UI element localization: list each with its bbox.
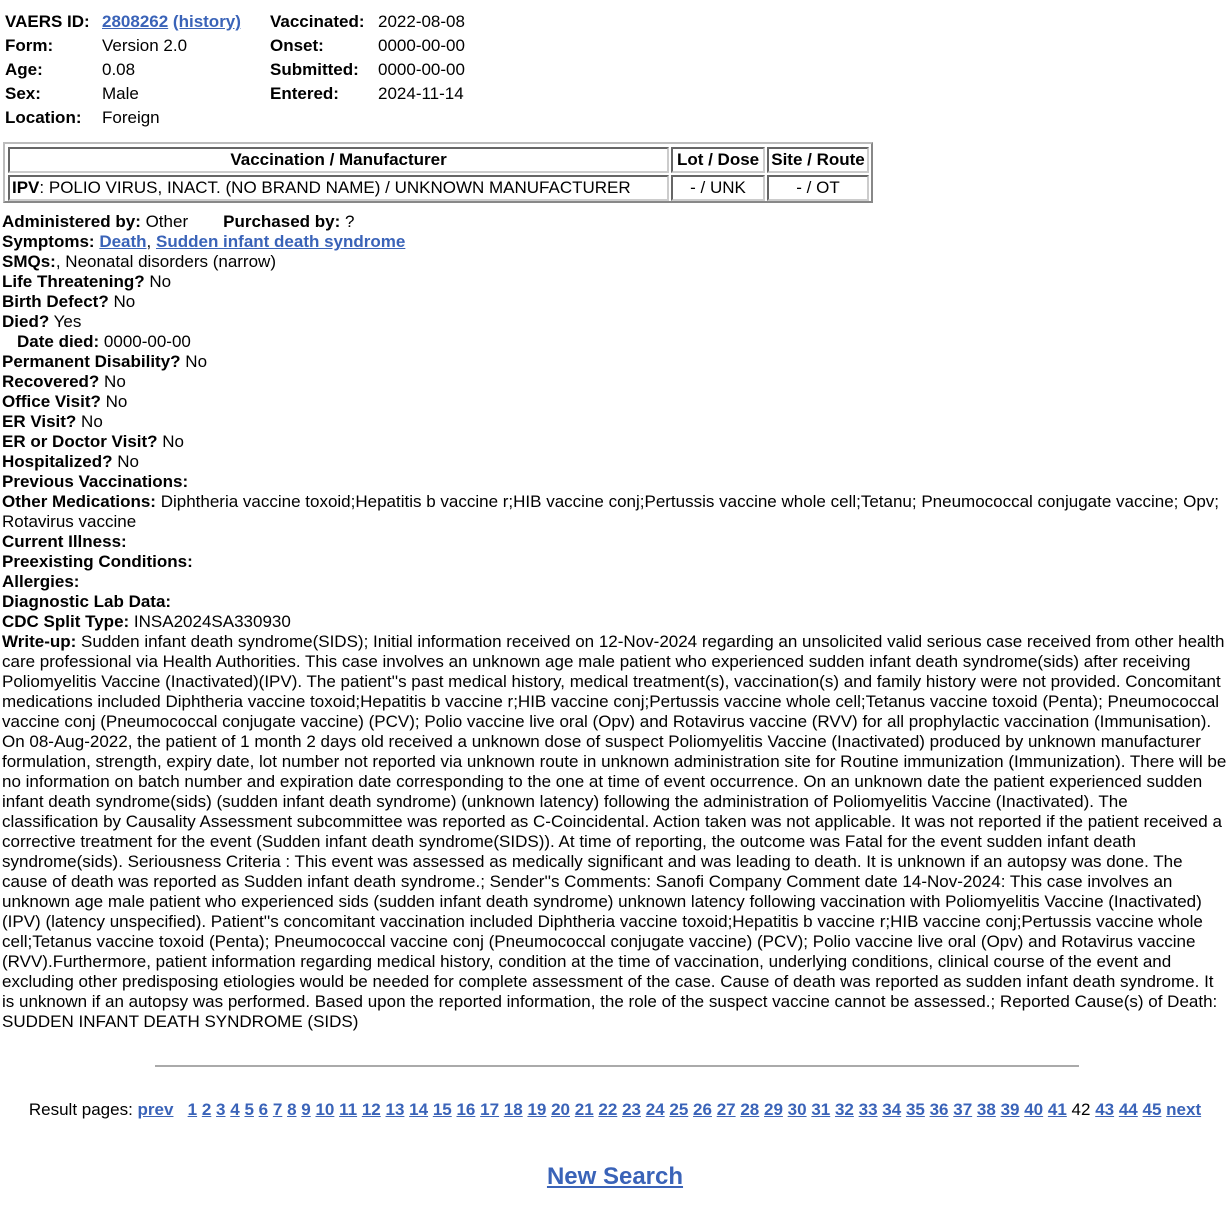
result-pager xyxy=(0,1100,1230,1120)
site-route-cell: - / OT xyxy=(767,175,869,201)
divider xyxy=(155,1065,1079,1067)
administered-value: Other xyxy=(140,212,189,231)
life-threatening-value: No xyxy=(144,272,172,291)
date-died-row xyxy=(2,332,1228,352)
form-label: Form: xyxy=(5,36,54,55)
pager-page-link[interactable]: 33 xyxy=(858,1100,878,1119)
pager-page-link[interactable]: 18 xyxy=(503,1100,523,1119)
er-visit-label: ER Visit? xyxy=(2,412,77,431)
recovered-row xyxy=(2,372,1228,392)
er-doctor-row xyxy=(2,432,1228,452)
administered-label: Administered by: xyxy=(2,212,141,231)
record-header xyxy=(5,10,465,130)
pager-page-link[interactable]: 43 xyxy=(1095,1100,1115,1119)
pager-page-link[interactable]: 11 xyxy=(339,1100,358,1119)
pager-page-link[interactable]: 37 xyxy=(953,1100,973,1119)
vaccine-code: IPV xyxy=(12,178,40,197)
pager-pages-after xyxy=(1095,1100,1166,1119)
writeup-label: Write-up: xyxy=(2,632,77,651)
hospitalized-value: No xyxy=(112,452,139,471)
pager-page-link[interactable]: 19 xyxy=(527,1100,547,1119)
smqs-value: , Neonatal disorders (narrow) xyxy=(55,252,276,271)
pager-page-link[interactable]: 7 xyxy=(272,1100,283,1119)
history-link[interactable]: (history) xyxy=(172,12,241,31)
previous-vaccinations-row xyxy=(2,472,1228,492)
symptom-sids-link[interactable]: Sudden infant death syndrome xyxy=(156,232,406,251)
pager-page-link[interactable]: 22 xyxy=(598,1100,618,1119)
symptom-death-link[interactable]: Death xyxy=(99,232,147,251)
allergies-row xyxy=(2,572,1228,592)
pager-page-link[interactable]: 3 xyxy=(216,1100,226,1119)
birth-defect-row xyxy=(2,292,1228,312)
pager-page-link[interactable]: 23 xyxy=(622,1100,641,1119)
pager-page-link[interactable]: 39 xyxy=(1000,1100,1020,1119)
symptoms-label: Symptoms: xyxy=(2,232,95,251)
table-row xyxy=(8,175,869,201)
pager-page-link[interactable]: 34 xyxy=(882,1100,902,1119)
pager-page-link[interactable]: 41 xyxy=(1047,1100,1067,1119)
cdc-split-label: CDC Split Type: xyxy=(2,612,130,631)
recovered-label: Recovered? xyxy=(2,372,100,391)
cdc-split-row xyxy=(2,612,1228,632)
sex-value: Male xyxy=(102,84,139,103)
allergies-label: Allergies: xyxy=(2,572,80,591)
office-visit-row xyxy=(2,392,1228,412)
pager-page-link[interactable]: 20 xyxy=(551,1100,571,1119)
pager-page-link[interactable]: 14 xyxy=(409,1100,429,1119)
pager-page-link[interactable]: 27 xyxy=(716,1100,736,1119)
administered-row xyxy=(2,212,1228,232)
died-label: Died? xyxy=(2,312,50,331)
date-died-value: 0000-00-00 xyxy=(99,332,191,351)
office-visit-value: No xyxy=(100,392,128,411)
new-search-area xyxy=(0,1163,1230,1191)
pager-page-link[interactable]: 29 xyxy=(764,1100,783,1119)
lab-data-label: Diagnostic Lab Data: xyxy=(2,592,172,611)
pager-page-link[interactable]: 17 xyxy=(480,1100,500,1119)
pager-page-link[interactable]: 6 xyxy=(258,1100,269,1119)
location-label: Location: xyxy=(5,108,82,127)
symptoms-row xyxy=(2,232,1228,252)
life-threatening-row xyxy=(2,272,1228,292)
died-row xyxy=(2,312,1228,332)
onset-label: Onset: xyxy=(270,36,324,55)
pager-page-link[interactable]: 28 xyxy=(740,1100,760,1119)
current-illness-row xyxy=(2,532,1228,552)
pager-current-page: 42 xyxy=(1071,1100,1091,1119)
pager-next-link[interactable]: next xyxy=(1166,1100,1202,1119)
pager-page-link[interactable]: 45 xyxy=(1142,1100,1162,1119)
new-search-link[interactable]: New Search xyxy=(546,1163,684,1190)
vaccination-table xyxy=(3,142,873,203)
pager-page-link[interactable]: 30 xyxy=(787,1100,807,1119)
life-threatening-label: Life Threatening? xyxy=(2,272,145,291)
report-details xyxy=(2,212,1228,1032)
location-value: Foreign xyxy=(102,108,160,127)
sex-label: Sex: xyxy=(5,84,41,103)
died-value: Yes xyxy=(49,312,82,331)
smqs-label: SMQs: xyxy=(2,252,56,271)
col-site-route: Site / Route xyxy=(767,147,869,173)
er-visit-value: No xyxy=(76,412,103,431)
pager-page-link[interactable]: 1 xyxy=(187,1100,198,1119)
purchased-label: Purchased by: xyxy=(223,212,341,231)
hospitalized-label: Hospitalized? xyxy=(2,452,113,471)
writeup-text: Sudden infant death syndrome(SIDS); Initial information received on 12-Nov-2024 regarding an unsolicited valid serious case received from other health care professional via Health Authorities. This case involves an unknown age male patient who experienced sudden infant death syndrome(sids) after receiving Poliomyelitis Vaccine (Inactivated)(IPV). The patient''s past medical history, medical treatment(s), vaccination(s) and family history were not provided. Concomitant medications included Diphtheria vaccine toxoid;Hepatitis b vaccine r;HIB vaccine conj;Pertussis vaccine whole cell;Tetanus vaccine toxoid (Penta); Pneumococcal vaccine conj (Pneumococcal conjugate vaccine) (PCV); Polio vaccine live oral (Opv) and Rotavirus vaccine (RVV) for all prophylactic vaccination (Immunisation). On 08-Aug-2022, the patient of 1 month 2 days old received a unknown dose of suspect Poliomyelitis Vaccine (Inactivated) produced by unknown manufacturer formulation, strength, expiry date, lot number not reported via unknown route in unknown administration site for Routine immunization (Immunization). There will be no information on batch number and expiration date corresponding to the one at time of event occurrence. On an unknown date the patient experienced sudden infant death syndrome(sids) (sudden infant death syndrome) (unknown latency) following the administration of Poliomyelitis Vaccine (Inactivated). The classification by Causality Assessment subcommittee was reported as C-Coincidental. Action taken was not applicable. It was not reported if the patient received a corrective treatment for the event (Sudden infant death syndrome(SIDS)). At time of reporting, the outcome was Fatal for the event sudden infant death syndrome(sids). Seriousness Criteria : This event was assessed as medically significant and was leading to death. It is unknown if an autopsy was done. The cause of death was reported as Sudden infant death syndrome.; Sender''s Comments: Sanofi Company Comment date 14-Nov-2024: This case involves an unknown age male patient who experienced sids (sudden infant death syndrome) unknown latency following vaccination with Poliomyelitis Vaccine (Inactivated) (IPV) (latency unspecified). Patient''s concomitant vaccination included Diphtheria vaccine toxoid;Hepatitis b vaccine r;HIB vaccine conj;Pertussis vaccine whole cell;Tetanus vaccine toxoid (Penta); Pneumococcal vaccine conj (Pneumococcal conjugate vaccine) (PCV); Polio vaccine live oral (Opv) and Rotavirus vaccine (RVV).Furthermore, patient information regarding medical history, condition at the time of vaccination, underlying conditions, clinical course of the event and excluding other predisposing etiologies would be needed for complete assessment of the case. Cause of death was reported as sudden infant death syndrome. It is unknown if an autopsy was performed. Based upon the reported information, the role of the suspect vaccine cannot be assessed.; Reported Cause(s) of Death: SUDDEN INFANT DEATH SYNDROME (SIDS) xyxy=(2,632,1227,1031)
pager-page-link[interactable]: 24 xyxy=(645,1100,665,1119)
recovered-value: No xyxy=(99,372,126,391)
submitted-value: 0000-00-00 xyxy=(378,60,465,79)
vaers-id-label: VAERS ID: xyxy=(5,12,90,31)
pager-prev-link[interactable]: prev xyxy=(137,1100,174,1119)
pager-page-link[interactable]: 10 xyxy=(315,1100,335,1119)
pager-page-link[interactable]: 44 xyxy=(1118,1100,1138,1119)
preexisting-label: Preexisting Conditions: xyxy=(2,552,193,571)
form-value: Version 2.0 xyxy=(102,36,188,55)
pager-page-link[interactable]: 32 xyxy=(834,1100,854,1119)
vaccinated-label: Vaccinated: xyxy=(270,12,365,31)
other-medications-row xyxy=(2,492,1228,532)
er-visit-row xyxy=(2,412,1228,432)
col-lot-dose: Lot / Dose xyxy=(671,147,765,173)
pager-page-link[interactable]: 5 xyxy=(244,1100,254,1119)
symptom-separator: , xyxy=(146,232,156,251)
other-medications-label: Other Medications: xyxy=(2,492,156,511)
age-value: 0.08 xyxy=(102,60,136,79)
lot-dose-cell: - / UNK xyxy=(671,175,765,201)
pager-page-link[interactable]: 31 xyxy=(811,1100,831,1119)
purchased-value: ? xyxy=(340,212,355,231)
pager-label: Result pages: xyxy=(28,1100,138,1119)
pager-page-link[interactable]: 8 xyxy=(287,1100,297,1119)
vaccine-cell xyxy=(8,175,669,201)
pager-page-link[interactable]: 9 xyxy=(301,1100,311,1119)
preexisting-row xyxy=(2,552,1228,572)
vaccine-manufacturer: : POLIO VIRUS, INACT. (NO BRAND NAME) / UNKNOWN MANUFACTURER xyxy=(39,178,631,197)
pager-page-link[interactable]: 21 xyxy=(574,1100,594,1119)
office-visit-label: Office Visit? xyxy=(2,392,101,411)
lab-data-row xyxy=(2,592,1228,612)
pager-page-link[interactable]: 15 xyxy=(432,1100,452,1119)
birth-defect-value: No xyxy=(108,292,136,311)
er-doctor-value: No xyxy=(157,432,185,451)
pager-page-link[interactable]: 25 xyxy=(669,1100,689,1119)
submitted-label: Submitted: xyxy=(270,60,359,79)
entered-label: Entered: xyxy=(270,84,339,103)
pager-page-link[interactable]: 12 xyxy=(361,1100,381,1119)
date-died-label: Date died: xyxy=(17,332,100,351)
disability-value: No xyxy=(180,352,208,371)
smqs-row xyxy=(2,252,1228,272)
writeup-row xyxy=(2,632,1228,1032)
disability-label: Permanent Disability? xyxy=(2,352,181,371)
pager-page-link[interactable]: 13 xyxy=(385,1100,405,1119)
pager-page-link[interactable]: 4 xyxy=(230,1100,240,1119)
pager-pages-before xyxy=(188,1100,1072,1119)
vaers-id-link[interactable]: 2808262 xyxy=(102,12,169,31)
disability-row xyxy=(2,352,1228,372)
pager-page-link[interactable]: 40 xyxy=(1024,1100,1044,1119)
pager-page-link[interactable]: 26 xyxy=(693,1100,712,1119)
current-illness-label: Current Illness: xyxy=(2,532,127,551)
birth-defect-label: Birth Defect? xyxy=(2,292,109,311)
pager-page-link[interactable]: 38 xyxy=(976,1100,996,1119)
previous-vaccinations-label: Previous Vaccinations: xyxy=(2,472,189,491)
pager-page-link[interactable]: 35 xyxy=(905,1100,925,1119)
er-doctor-label: ER or Doctor Visit? xyxy=(2,432,158,451)
onset-value: 0000-00-00 xyxy=(378,36,465,55)
hospitalized-row xyxy=(2,452,1228,472)
col-vaccination-manufacturer: Vaccination / Manufacturer xyxy=(8,147,669,173)
pager-page-link[interactable]: 36 xyxy=(929,1100,949,1119)
age-label: Age: xyxy=(5,60,43,79)
other-medications-value: Diphtheria vaccine toxoid;Hepatitis b vaccine r;HIB vaccine conj;Pertussis vaccine whole cell;Tetanu; Pneumococcal conjugate vaccine; Opv; Rotavirus vaccine xyxy=(2,492,1219,531)
vaccinated-value: 2022-08-08 xyxy=(378,12,465,31)
cdc-split-value: INSA2024SA330930 xyxy=(129,612,291,631)
pager-page-link[interactable]: 2 xyxy=(201,1100,212,1119)
pager-page-link[interactable]: 16 xyxy=(456,1100,476,1119)
entered-value: 2024-11-14 xyxy=(378,84,464,103)
